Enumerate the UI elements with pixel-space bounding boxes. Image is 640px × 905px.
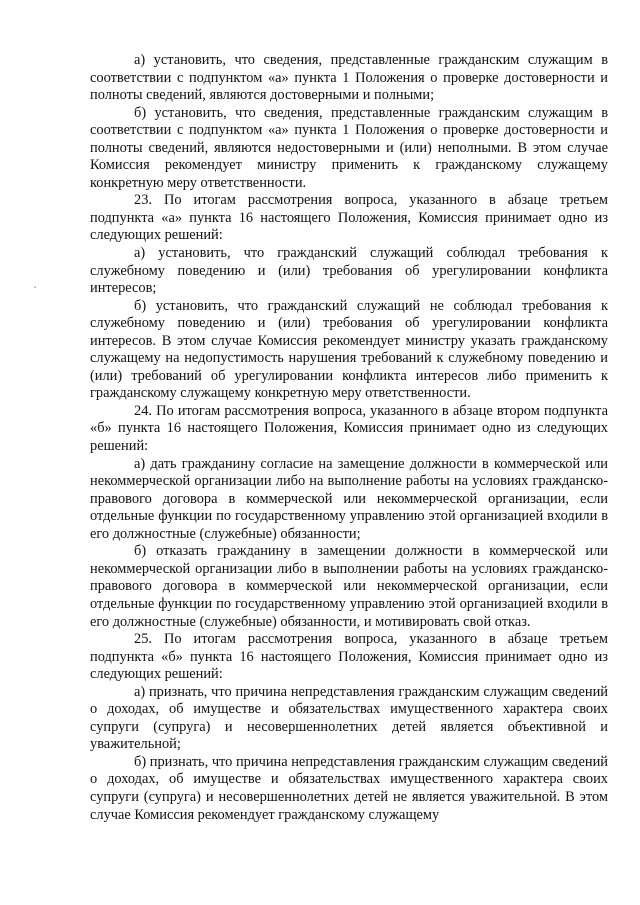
margin-dot (34, 286, 36, 288)
paragraph-24: 24. По итогам рассмотрения вопроса, указанного в абзаце втором подпункта «б» пункта 16 настоящего Положения, Комиссия принимает одно из следующих решений: (90, 402, 608, 455)
paragraph-23: 23. По итогам рассмотрения вопроса, указанного в абзаце третьем подпункта «а» пункта 16 настоящего Положения, Комиссия принимает одно из следующих решений: (90, 192, 608, 244)
paragraph-25: 25. По итогам рассмотрения вопроса, указанного в абзаце третьем подпункта «б» пункта 16 настоящего Положения, Комиссия принимает одно из следующих решений: (90, 631, 608, 683)
paragraph-23-b: б) установить, что гражданский служащий не соблюдал требования к служебному поведению и (или) требования об урегулировании конфликта интересов. В этом случае Комиссия рекомендует министру указать гражданскому служащему на недопустимость нарушения требований к служебному поведению и (или) требований об урегулировании конфликта интересов либо применить к гражданскому служащему конкретную меру ответственности. (90, 297, 608, 402)
paragraph-a-reliable: а) установить, что сведения, представленные гражданским служащим в соответствии с подпунктом «а» пункта 1 Положения о проверке достоверности и полноты сведений, являются достоверными и полными; (90, 52, 608, 104)
paragraph-25-a: а) признать, что причина непредставления гражданским служащим сведений о доходах, об имуществе и обязательствах имущественного характера своих супруги (супруга) и несовершеннолетних детей является объективной и уважительной; (90, 683, 608, 753)
paragraph-23-a: а) установить, что гражданский служащий соблюдал требования к служебному поведению и (или) требования об урегулировании конфликта интересов; (90, 245, 608, 297)
document-page (90, 52, 608, 824)
paragraph-24-b: б) отказать гражданину в замещении должности в коммерческой или некоммерческой организации либо в выполнении работы на условиях гражданско-правового договора в коммерческой или некоммерческой организации, если отдельные функции по государственному управлению этой организацией входили в его должностные (служебные) обязанности, и мотивировать свой отказ. (90, 543, 608, 630)
paragraph-24-a: а) дать гражданину согласие на замещение должности в коммерческой или некоммерческой организации либо на выполнение работы на условиях гражданско-правового договора в коммерческой или некоммерческой организации, если отдельные функции по государственному управлению этой организацией входили в его должностные (служебные) обязанности; (90, 455, 608, 542)
paragraph-b-unreliable: б) установить, что сведения, представленные гражданским служащим в соответствии с подпунктом «а» пункта 1 Положения о проверке достоверности и полноты сведений, являются недостоверными и (или) неполными. В этом случае Комиссия рекомендует министру применить к гражданскому служащему конкретную меру ответственности. (90, 104, 608, 191)
paragraph-25-b: б) признать, что причина непредставления гражданским служащим сведений о доходах, об имуществе и обязательствах имущественного характера своих супруги (супруга) и несовершеннолетних детей не является уважительной. В этом случае Комиссия рекомендует гражданскому служащему (90, 753, 608, 823)
